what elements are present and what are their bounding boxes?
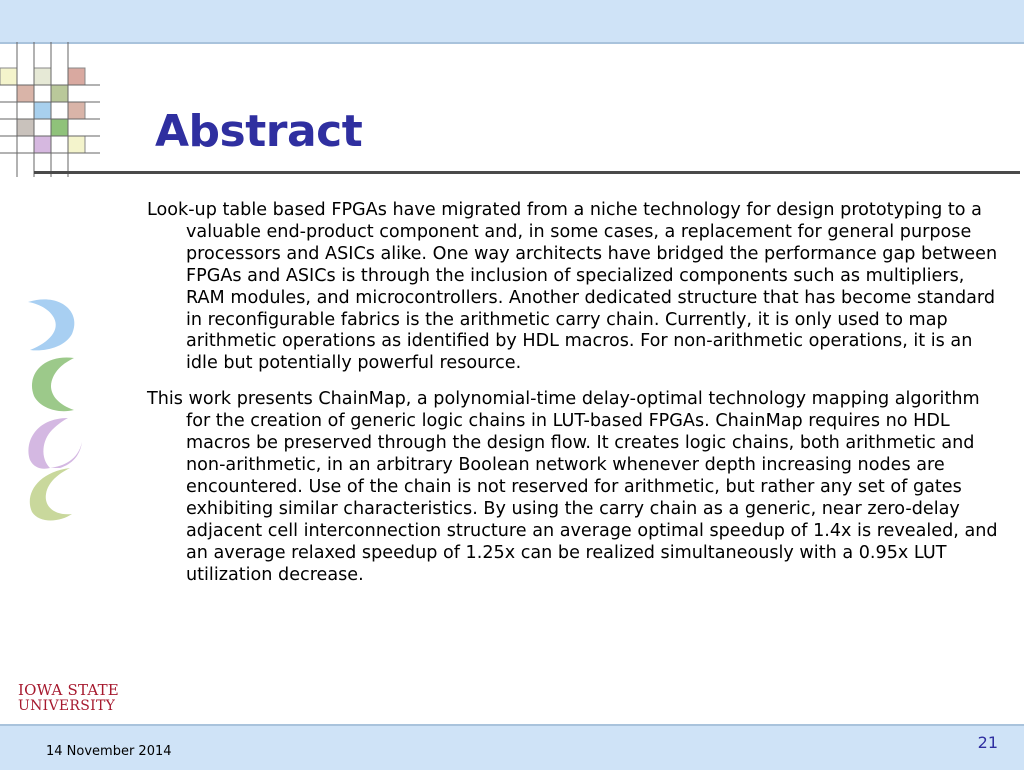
abstract-paragraph-1: Look-up table based FPGAs have migrated from a niche technology for design prototyping to a valuable end-product component and, in some cases, a replacement for general purpose processors and ASICs alike. One way architects have bridged the performance gap between FPGAs and ASICs is through the inclusion of specialized components such as multipliers, RAM modules, and microcontrollers. Another dedicated structure that has become standard in reconfigurable fabrics is the arithmetic carry chain. Currently, it is only used to map arithmetic operations as identified by HDL macros. For non-arithmetic operations, it is an idle but potentially powerful resource.: [147, 200, 998, 374]
top-band: [0, 0, 1024, 44]
page-number: 21: [977, 733, 998, 752]
title-underline: [34, 171, 1020, 174]
swirl-purple: [29, 418, 82, 469]
abstract-paragraph-2: This work presents ChainMap, a polynomial-time delay-optimal technology mapping algorithm for the creation of generic logic chains in LUT-based FPGAs. ChainMap requires no HDL macros be preserved through the design flow. It creates logic chains, both arithmetic and non-arithmetic, in an arbitrary Boolean network whenever depth increasing nodes are encountered. Use of the chain is not reserved for arithmetic, but rather any set of gates exhibiting similar characteristics. By using the carry chain as a generic, near zero-delay adjacent cell interconnection structure an average optimal speedup of 1.4x is revealed, and an average relaxed speedup of 1.25x can be realized simultaneously with a 0.95x LUT utilization decrease.: [147, 389, 998, 585]
logo-line-2: UNIVERSITY: [18, 698, 116, 714]
university-logo: [18, 682, 119, 714]
slide-title: Abstract: [155, 106, 363, 157]
swirl-decoration: [20, 292, 90, 524]
abstract-body: [147, 200, 1005, 600]
grid-decoration: [0, 42, 110, 177]
swirl-green: [32, 358, 74, 412]
footer-date: 14 November 2014: [46, 744, 172, 759]
logo-line-1: IOWA STATE: [18, 681, 119, 699]
swirl-olive: [30, 468, 72, 521]
swirl-blue: [28, 299, 74, 350]
